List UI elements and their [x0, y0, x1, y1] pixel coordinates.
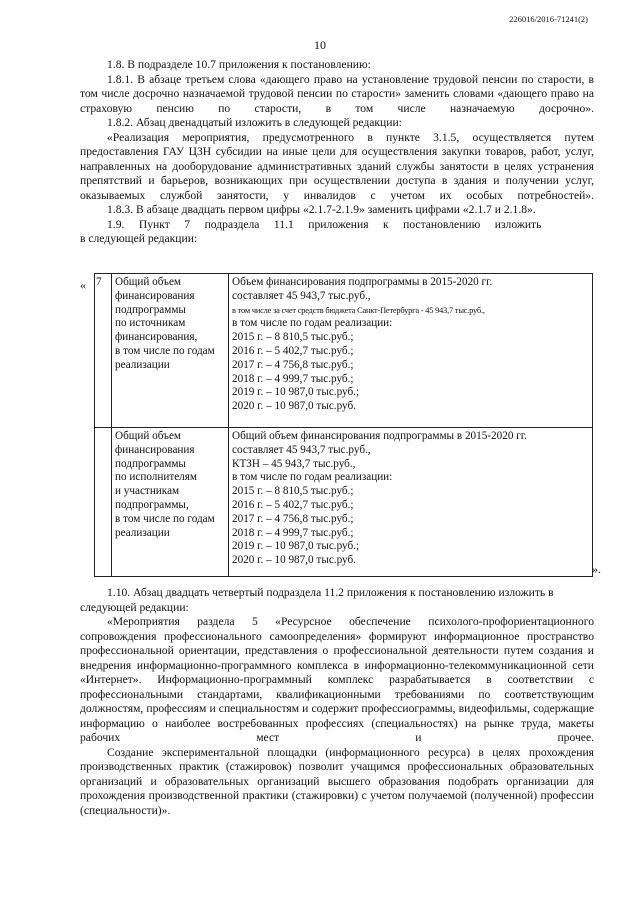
section-1-10-block [80, 586, 594, 818]
row-value-cell [229, 274, 593, 428]
value-line: 2018 г. – 4 999,7 тыс.руб.; [232, 372, 354, 385]
value-line: Объем финансирования подпрограммы в 2015-2020 гг. [232, 276, 493, 288]
value-line: 2016 г. – 5 402,7 тыс.руб.; [232, 344, 354, 357]
row-number-cell: 7 [95, 274, 112, 428]
value-line: Общий объем финансирования подпрограммы в 2015-2020 гг. [232, 429, 527, 442]
table-open-quote: « [80, 278, 86, 292]
value-line: 2017 г. – 4 756,8 тыс.руб.; [232, 358, 354, 371]
label-line: финансирования, [115, 331, 198, 344]
value-line: 2015 г. – 8 810,5 тыс.руб.; [232, 331, 354, 344]
value-line: 2017 г. – 4 756,8 тыс.руб.; [232, 512, 354, 525]
page-number: 10 [314, 38, 326, 52]
row-label-cell [112, 274, 229, 428]
label-line: подпрограммы, [115, 498, 189, 511]
value-line: 2020 г. – 10 987,0 тыс.руб. [232, 554, 356, 567]
value-line: 2015 г. – 8 810,5 тыс.руб.; [232, 485, 354, 498]
quote-paragraph-1: «Реализация мероприятия, предусмотренного в пункте 3.1.5, осуществляется путем предоставления ГАУ ЦЗН субсидии на иные цели для осуществления закупки товаров, работ, услуг, направленных на дооборудование административных зданий службы занятости в целях устранения препятствий и барьеров, возникающих при осуществлении доступа в здания и получении услуг, оказываемых службой занятости, у инвалидов с учетом их особых потребностей». [80, 130, 594, 202]
label-line: подпрограммы [115, 303, 186, 316]
value-line: 2020 г. – 10 987,0 тыс.руб. [232, 400, 356, 413]
paragraph-1-10: 1.10. Абзац двадцать четвертый подраздела 11.2 приложения к постановлению изложить в следующей редакции: [80, 586, 554, 614]
paragraph-1-8: 1.8. В подразделе 10.7 приложения к постановлению: [107, 58, 371, 71]
document-number: 226016/2016-71241(2) [509, 14, 588, 24]
financing-table [94, 273, 593, 577]
paragraph-1-8-1: 1.8.1. В абзаце третьем слова «дающего право на установление трудовой пенсии по старости, в том числе досрочно назначаемой трудовой пенсии по старости» заменить словами «дающего право на страховую пенсию по старости, в том числе назначаемую досрочно». [80, 72, 594, 115]
label-line: финансирования [115, 443, 195, 456]
row-label-cell [112, 427, 229, 576]
value-line: в том числе по годам реализации: [232, 471, 393, 484]
value-line: КТЗН – 45 943,7 тыс.руб., [232, 457, 356, 470]
label-line: реализации [115, 526, 170, 539]
table-row [95, 274, 593, 428]
value-line: 2019 г. – 10 987,0 тыс.руб.; [232, 540, 360, 553]
quote-paragraph-2: «Мероприятия раздела 5 «Ресурсное обеспечение психолого-профориентационного сопровождения профессионального самоопределения» формируют информационное пространство профессиональной ориентации, представления о профессиональной деятельности путем создания и внедрения информационно-программного комплекса в информационно-телекоммуникационной сети «Интернет». Информационно-программный комплекс разрабатывается в соответствии с профессиональными стандартами, квалификационными требованиями по соответствующим должностям, профессиям и специальностям и содержит профессиограммы, видеофильмы, содержащие информацию о наиболее востребованных профессиях (специальностях) на рынке труда, макеты рабочих мест и прочее. [80, 615, 594, 744]
label-line: в том числе по годам [115, 344, 215, 357]
table-close-quote: ». [592, 562, 601, 576]
label-line: по источникам [115, 317, 186, 330]
paragraph-1-8-3: 1.8.3. В абзаце двадцать первом цифры «2.1.7-2.1.9» заменить цифрами «2.1.7 и 2.1.8». [107, 203, 536, 216]
row-value-cell [229, 427, 593, 576]
value-line: в том числе по годам реализации: [232, 317, 393, 330]
label-line: подпрограммы [115, 457, 186, 470]
table-row [95, 427, 593, 576]
paragraph-1-8-2: 1.8.2. Абзац двенадцатый изложить в следующей редакции: [107, 116, 402, 129]
label-line: по исполнителям [115, 471, 197, 484]
paragraph-1-9: 1.9. Пункт 7 подраздела 11.1 приложения к постановлению изложить [107, 217, 542, 231]
paragraph-1-9-cont: в следующей редакции: [80, 232, 198, 245]
row-number-cell [95, 427, 112, 576]
value-line: 2016 г. – 5 402,7 тыс.руб.; [232, 498, 354, 511]
value-line: составляет 45 943,7 тыс.руб., [232, 289, 371, 302]
paragraph-last: Создание экспериментальной площадки (информационного ресурса) в целях прохождения производственных практик (стажировок) позволит учащимся профессиональных образовательных организаций и образовательных организаций высшего образования подобрать организации для прохождения производственной практики (стажировки) с учетом получаемой (полученной) профессии (специальности)». [80, 745, 594, 817]
section-1-8-block [80, 58, 594, 247]
value-line-small: в том числе за счет средств бюджета Санкт-Петербурга - 45 943,7 тыс.руб., [232, 305, 485, 315]
label-line: и участникам [115, 485, 180, 498]
value-line: составляет 45 943,7 тыс.руб., [232, 443, 371, 456]
value-line: 2019 г. – 10 987,0 тыс.руб.; [232, 386, 360, 399]
value-line: 2018 г. – 4 999,7 тыс.руб.; [232, 526, 354, 539]
label-line: Общий объем [115, 276, 181, 288]
label-line: в том числе по годам [115, 512, 215, 525]
label-line: Общий объем [115, 429, 181, 442]
label-line: финансирования [115, 289, 195, 302]
label-line: реализации [115, 358, 170, 371]
